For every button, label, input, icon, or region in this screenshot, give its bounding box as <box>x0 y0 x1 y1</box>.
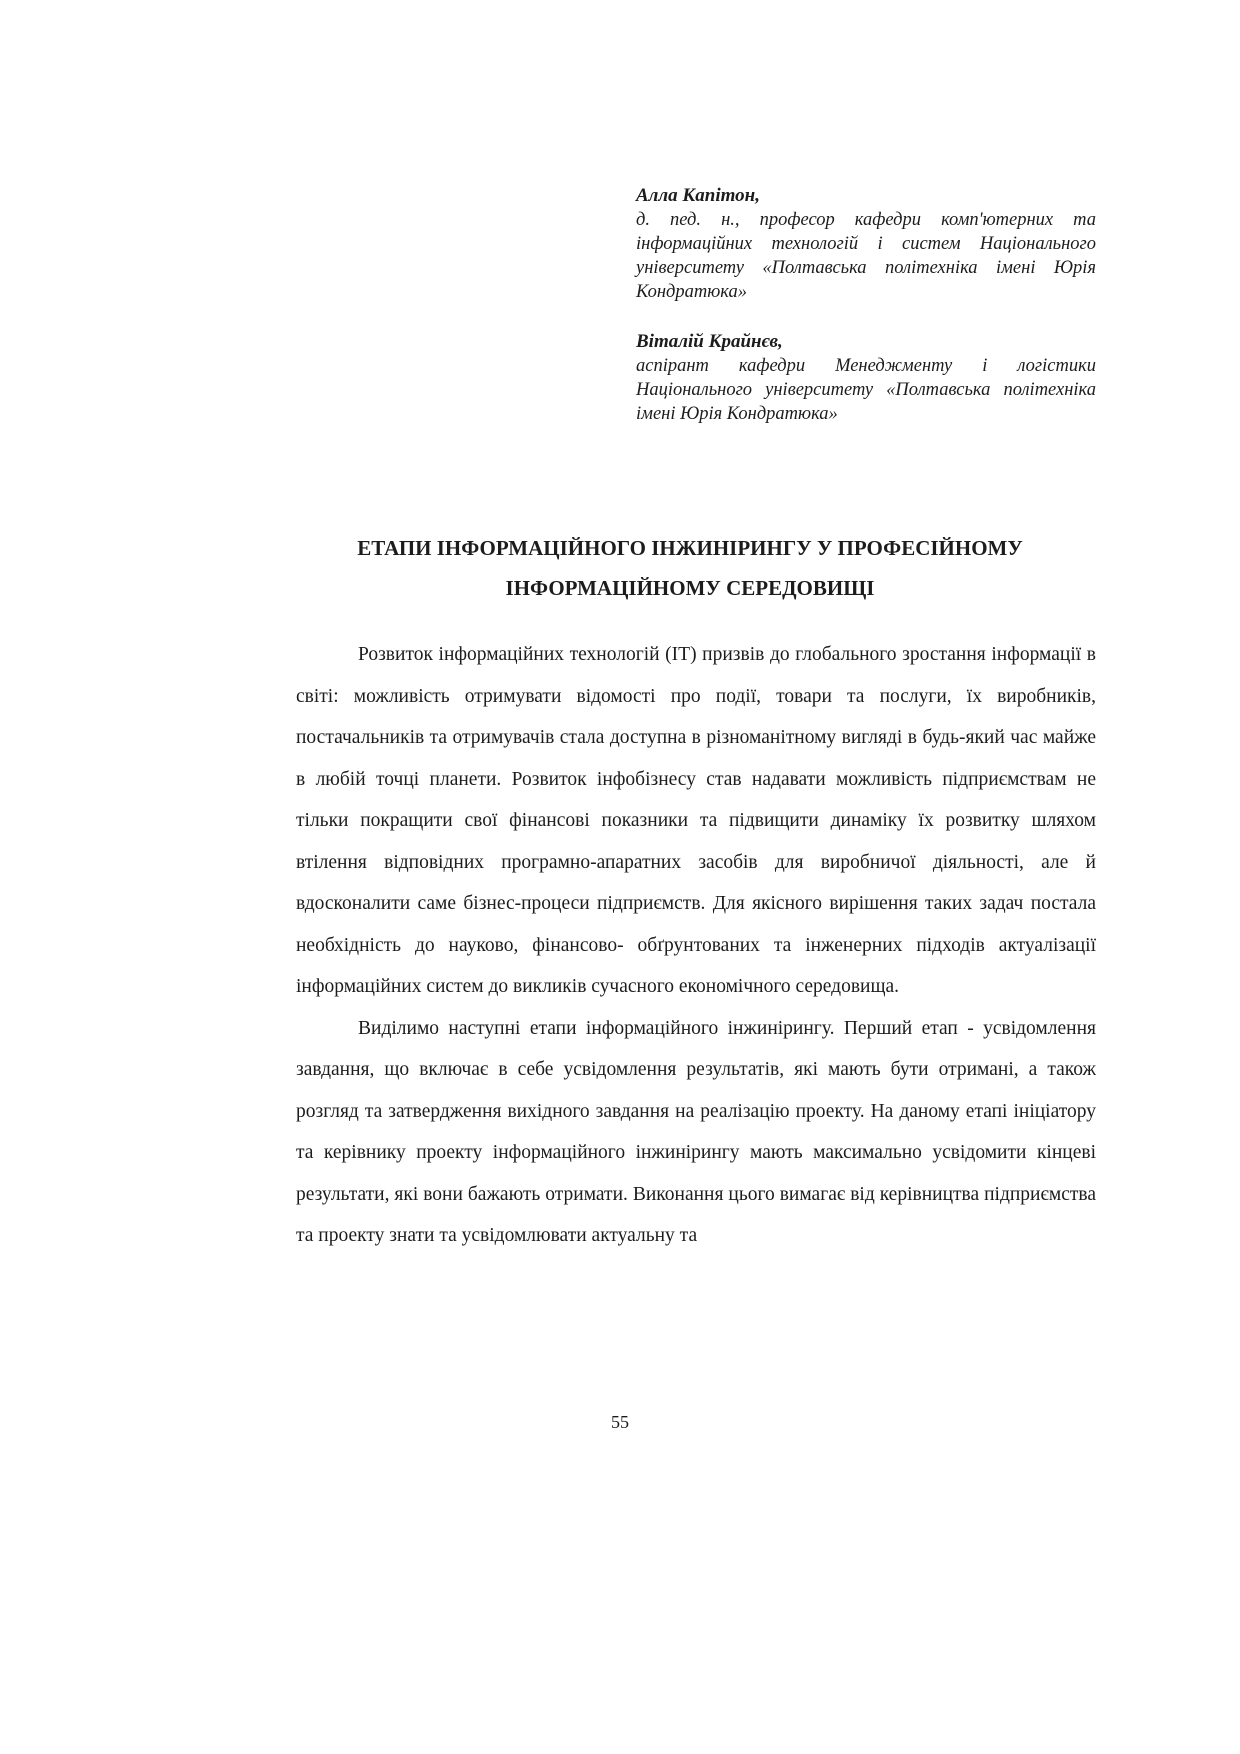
article-body <box>296 634 1096 1257</box>
author-name: Алла Капітон, <box>636 185 760 206</box>
title-line-1: ЕТАПИ ІНФОРМАЦІЙНОГО ІНЖИНІРИНГУ У ПРОФЕСІЙНОМУ <box>357 536 1023 560</box>
page-number: 55 <box>611 1412 629 1432</box>
paragraph-1: Розвиток інформаційних технологій (ІТ) призвів до глобального зростання інформації в світі: можливість отримувати відомості про події, товари та послуги, їх виробників, постачальників та отримувачів стала доступна в різноманітному вигляді в будь-який час майже в любій точці планети. Розвиток інфобізнесу став надавати можливість підприємствам не тільки покращити свої фінансові показники та підвищити динаміку їх розвитку шляхом втілення відповідних програмно-апаратних засобів для виробничої діяльності, але й вдосконалити саме бізнес-процеси підприємств. Для якісного вирішення таких задач постала необхідність до науково, фінансово- обґрунтованих та інженерних підходів актуалізації інформаційних систем до викликів сучасного економічного середовища. <box>296 644 1096 997</box>
author-2 <box>636 330 1096 426</box>
paragraph-2: Виділимо наступні етапи інформаційного інжинірингу. Перший етап - усвідомлення завдання, що включає в себе усвідомлення результатів, які мають бути отримані, а також розгляд та затвердження вихідного завдання на реалізацію проекту. На даному етапі ініціатору та керівнику проекту інформаційного інжинірингу мають максимально усвідомити кінцеві результати, які вони бажають отримати. Виконання цього вимагає від керівництва підприємства та проекту знати та усвідомлювати актуальну та <box>296 1017 1096 1246</box>
article-title <box>290 528 1090 608</box>
author-1 <box>636 184 1096 304</box>
author-affiliation: д. пед. н., професор кафедри комп'ютерних та інформаційних технологій і систем Національного університету «Полтавська політехніка імені Юрія Кондратюка» <box>636 210 1096 302</box>
authors-block <box>636 184 1096 452</box>
author-name: Віталій Крайнєв, <box>636 331 783 352</box>
title-line-2: ІНФОРМАЦІЙНОМУ СЕРЕДОВИЩІ <box>505 576 875 600</box>
author-affiliation: аспірант кафедри Менеджменту і логістики Національного університету «Полтавська політехніка імені Юрія Кондратюка» <box>636 356 1096 424</box>
